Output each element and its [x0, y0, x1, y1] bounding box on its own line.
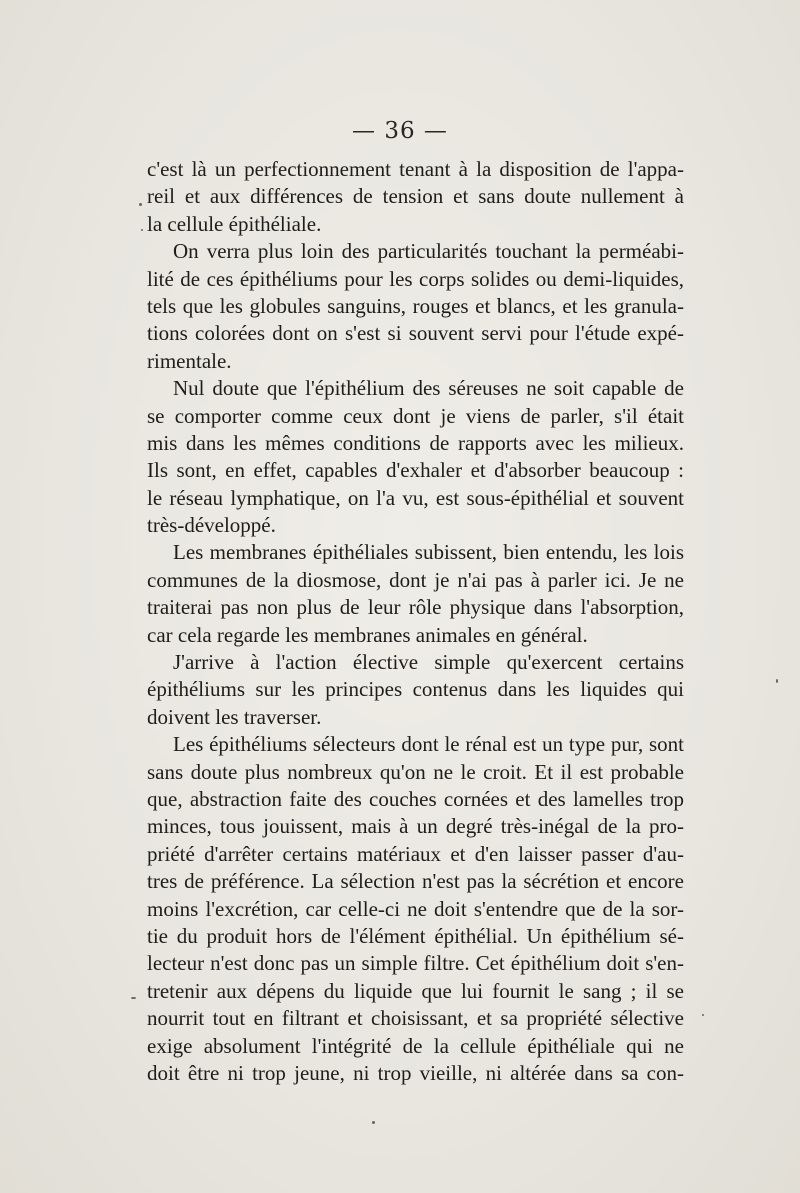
text-line: la cellule épithéliale.	[147, 211, 322, 236]
text-line: tretenir aux dépens du liquide que lui fournit le sang ; il se	[147, 978, 684, 1003]
text-line: très-développé.	[147, 513, 276, 538]
text-line: tels que les globules sanguins, rouges et blancs, et les granula-	[147, 293, 684, 318]
text-line: moins l'excrétion, car celle-ci ne doit s'entendre que de la sor-	[147, 896, 684, 921]
text-line: tie du produit hors de l'élément épithélial. Un épithélium sé-	[147, 923, 684, 948]
text-line: minces, tous jouissent, mais à un degré très-inégal de la pro-	[147, 814, 684, 839]
text-line: tions colorées dont on s'est si souvent servi pour l'étude expé-	[147, 321, 684, 346]
text-line: communes de la diosmose, dont je n'ai pas à parler ici. Je ne	[147, 567, 684, 592]
text-line: c'est là un perfectionnement tenant à la disposition de l'appa-	[147, 157, 684, 181]
text-line: sans doute plus nombreux qu'on ne le croit. Et il est probable	[147, 759, 684, 784]
paper-speck	[139, 203, 142, 206]
paper-speck	[776, 679, 778, 683]
text-line: On verra plus loin des particularités touchant la perméabi-	[173, 239, 684, 264]
text-line: Nul doute que l'épithélium des séreuses ne soit capable de	[173, 376, 684, 401]
body-text	[147, 156, 684, 1087]
paper-speck	[702, 1014, 704, 1016]
text-line: se comporter comme ceux dont je viens de parler, s'il était	[147, 403, 684, 428]
paper-speck	[141, 229, 143, 231]
text-line: traiterai pas non plus de leur rôle physique dans l'absorption,	[147, 595, 684, 620]
text-line: le réseau lymphatique, on l'a vu, est sous-épithélial et souvent	[147, 485, 684, 510]
text-line: tres de préférence. La sélection n'est pas la sécrétion et encore	[147, 869, 684, 894]
paper-speck	[372, 1121, 375, 1124]
page-number: — 36 —	[352, 118, 448, 144]
text-line: Les épithéliums sélecteurs dont le rénal est un type pur, sont	[173, 732, 684, 757]
text-line: mis dans les mêmes conditions de rapports avec les milieux.	[147, 430, 684, 455]
text-line: exige absolument l'intégrité de la cellule épithéliale qui ne	[147, 1033, 684, 1058]
text-line: J'arrive à l'action élective simple qu'exercent certains	[173, 650, 684, 675]
text-line: doivent les traverser.	[147, 704, 322, 729]
text-line: doit être ni trop jeune, ni trop vieille, ni altérée dans sa con-	[147, 1060, 684, 1085]
text-line: nourrit tout en filtrant et choisissant, et sa propriété sélective	[147, 1006, 684, 1031]
paper-speck	[131, 997, 136, 999]
text-line: lité de ces épithéliums pour les corps solides ou demi-liquides,	[147, 266, 684, 291]
text-line: Les membranes épithéliales subissent, bien entendu, les lois	[173, 540, 684, 565]
text-line: car cela regarde les membranes animales en général.	[147, 622, 588, 647]
text-line: reil et aux différences de tension et sans doute nullement à	[147, 184, 684, 209]
text-line: que, abstraction faite des couches cornées et des lamelles trop	[147, 786, 684, 811]
text-line: lecteur n'est donc pas un simple filtre. Cet épithélium doit s'en-	[147, 951, 684, 976]
text-line: rimentale.	[147, 348, 232, 373]
text-line: priété d'arrêter certains matériaux et d'en laisser passer d'au-	[147, 841, 684, 866]
text-line: Ils sont, en effet, capables d'exhaler et d'absorber beaucoup :	[147, 458, 684, 483]
text-line: épithéliums sur les principes contenus dans les liquides qui	[147, 677, 684, 702]
